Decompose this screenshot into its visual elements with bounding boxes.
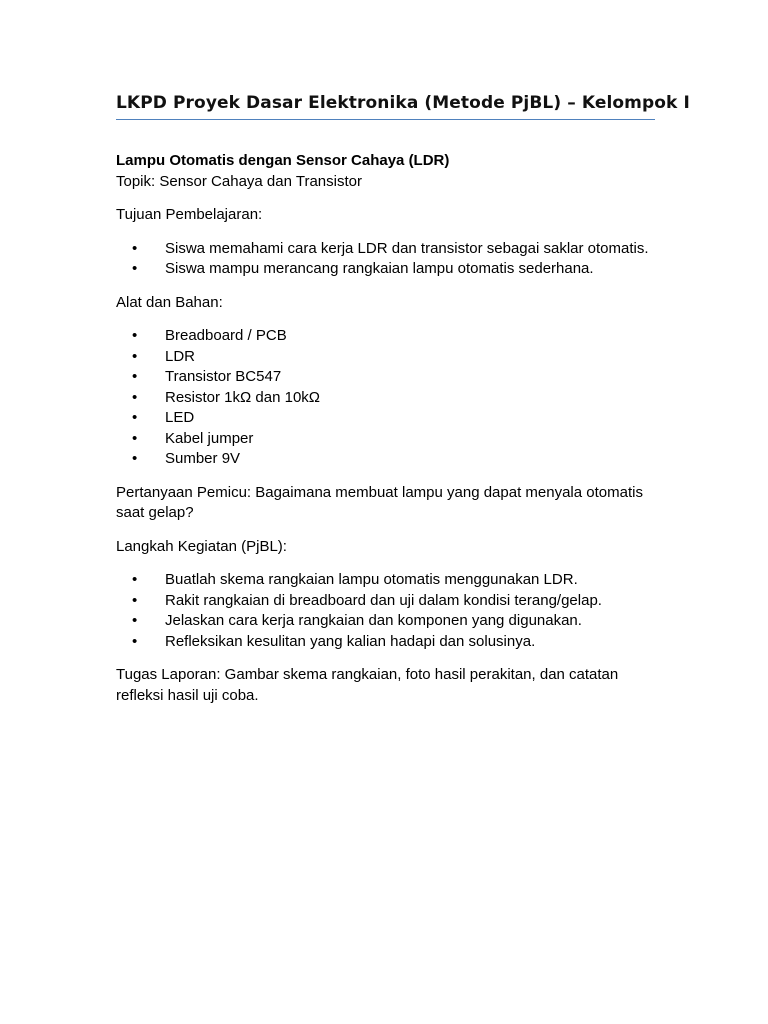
list-item [116,591,655,612]
materials-heading: Alat dan Bahan: [116,293,223,311]
list-item [116,408,655,429]
list-item [116,449,655,470]
steps-heading: Langkah Kegiatan (PjBL): [116,537,287,555]
bullet-icon: • [132,571,138,588]
list-item-text: LED [165,409,195,426]
list-item-text: Transistor BC547 [165,368,282,385]
bullet-icon: • [132,260,138,277]
list-item-text: Refleksikan kesulitan yang kalian hadapi dan solusinya. [165,632,536,650]
list-item [116,429,655,450]
bullet-icon: • [132,612,138,629]
steps-list [116,570,655,652]
list-item-text: Breadboard / PCB [165,327,287,344]
document-title: LKPD Proyek Dasar Elektronika (Metode PjBL) – Kelompok I [116,93,655,120]
list-item-text: Rakit rangkaian di breadboard dan uji dalam kondisi terang/gelap. [165,591,602,609]
list-item [116,347,655,368]
list-item-text: LDR [165,347,196,365]
list-item [116,259,655,280]
list-item-text: Siswa memahami cara kerja LDR dan transistor sebagai saklar otomatis. [165,239,649,257]
bullet-icon: • [132,409,138,426]
trigger-question: Pertanyaan Pemicu: Bagaimana membuat lampu yang dapat menyala otomatis saat gelap? [116,483,643,521]
list-item-text: Siswa mampu merancang rangkaian lampu otomatis sederhana. [165,260,594,277]
bullet-icon: • [132,429,138,447]
list-item-text: Buatlah skema rangkaian lampu otomatis menggunakan LDR. [165,571,578,588]
document-page [116,93,690,706]
topic-line: Topik: Sensor Cahaya dan Transistor [116,172,362,190]
project-subtitle: Lampu Otomatis dengan Sensor Cahaya (LDR) [116,152,450,169]
list-item [116,239,655,260]
bullet-icon: • [132,327,138,344]
list-item [116,570,655,591]
list-item [116,367,655,388]
list-item [116,632,655,653]
list-item-text: Kabel jumper [165,429,254,447]
report-task: Tugas Laporan: Gambar skema rangkaian, foto hasil perakitan, dan catatan refleksi hasil uji coba. [116,666,619,704]
list-item-text: Resistor 1kΩ dan 10kΩ [165,388,320,406]
list-item-text: Sumber 9V [165,450,241,467]
bullet-icon: • [132,239,138,257]
bullet-icon: • [132,388,138,406]
document-body [116,151,655,706]
objectives-heading: Tujuan Pembelajaran: [116,206,263,223]
list-item [116,611,655,632]
bullet-icon: • [132,368,138,385]
list-item [116,326,655,347]
bullet-icon: • [132,632,138,650]
bullet-icon: • [132,591,138,609]
list-item [116,388,655,409]
bullet-icon: • [132,450,138,467]
list-item-text: Jelaskan cara kerja rangkaian dan komponen yang digunakan. [165,612,582,629]
objectives-list [116,239,655,280]
materials-list [116,326,655,470]
bullet-icon: • [132,347,138,365]
